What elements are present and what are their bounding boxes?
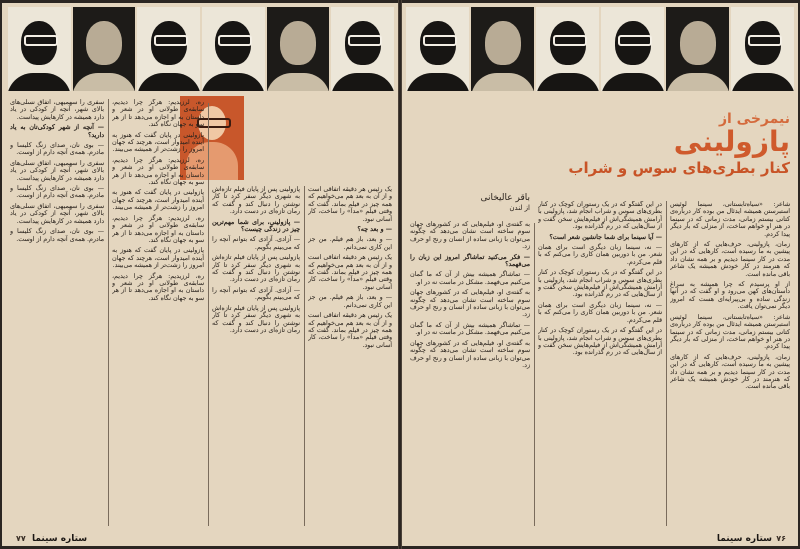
paragraph: — آنچه از شهر کودکی‌تان به یاد دارید؟ bbox=[10, 124, 104, 139]
text-column bbox=[112, 99, 204, 526]
portrait-photo bbox=[267, 7, 330, 91]
paragraph: — آزادی. آزادی که بتوانم آنچه را که می‌بینم بگویم. bbox=[212, 236, 300, 251]
column-rule bbox=[304, 186, 305, 526]
paragraph: — و بعد چه؟ bbox=[357, 226, 392, 234]
column-rule bbox=[108, 99, 109, 526]
paragraph: — بوی نان، صدای زنگ کلیسا و مادرم. همه‌ی آنچه دارم از اوست. bbox=[10, 142, 104, 157]
paragraph: یک رئیس هر دقیقه اتفاقی است و از آن به بعد هم می‌خواهیم که همه چیز در فیلم بماند. گفت که وقتی فیلم «مدآ» را ساخت، کار آسانی نبود. bbox=[308, 186, 392, 223]
text-column bbox=[212, 186, 300, 526]
paragraph: زمان، پازولینی، حرف‌هایی که از کارهای پیشین به ما رسیده است، کارهایی که در این مدت در کار سینما دیدیم و بر همه نشان داد که هنرمند در کار خودش همیشه یک شاعر باقی مانده است. bbox=[670, 353, 790, 391]
column-rule bbox=[208, 103, 209, 526]
paragraph: سفری را سهمیهی، اتفاق نسلی‌های بالای شهر، آنچه از کودکی در یاد دارد همیشه در کارهایش پیداست. bbox=[10, 99, 104, 121]
portrait-photo bbox=[331, 7, 394, 91]
paragraph: شاعر: «سیاه‌تابستانی، سینما لوئیس استبرستن همیشه ایدئال من بوده کار درباره‌ی کتانی بیستم زمانی، مدت زمانی که در سینما در هنر او خواهم ساخت، از منزلی که بار دیگر پیدا کردم. bbox=[670, 313, 790, 351]
paragraph: به گفته‌ی او، فیلم‌هایی که در کشورهای جهان سوم ساخته است نشان می‌دهد که چگونه می‌توان با زبانی ساده از انسان و رنج او حرف زد. bbox=[410, 221, 530, 251]
portrait-photo bbox=[601, 7, 664, 91]
paragraph: پازولینی پس از پایان فیلم تازه‌اش به شهری دیگر سفر کرد تا کار نوشتن را دنبال کند و گفت که رمان تازه‌ای در دست دارد. bbox=[212, 186, 300, 216]
page-number: ۷۷ bbox=[16, 534, 26, 543]
paragraph: یک رئیس هر دقیقه اتفاقی است و از آن به بعد هم می‌خواهیم که همه چیز در فیلم بماند. گفت که وقتی فیلم «مدآ» را ساخت، کار آسانی نبود. bbox=[308, 254, 392, 291]
paragraph: — نه، سینما زبان دیگری است برای همان شعر. من با دوربین همان کاری را می‌کنم که با قلم می‌کردم. bbox=[538, 301, 662, 324]
paragraph: ره، لرزیدیم: هرگز چرا دیدیم، سابقه‌ی طولانی او در شعر و داستان به او اجازه می‌دهد تا از هر سو به جهان نگاه کند. bbox=[112, 214, 204, 244]
paragraph: ره، لرزیدیم: هرگز چرا دیدیم، سابقه‌ی طولانی او در شعر و داستان به او اجازه می‌دهد تا از هر سو به جهان نگاه کند. bbox=[112, 156, 204, 187]
paragraph: پازولینی پس از پایان فیلم تازه‌اش به شهری دیگر سفر کرد تا کار نوشتن را دنبال کند و گفت که رمان تازه‌ای در دست دارد. bbox=[212, 254, 300, 284]
paragraph: پازولینی در پایان گفت که هنوز به آینده امیدوار است، هرچند که جهان امروز را زشت‌تر از همیشه می‌بیند. bbox=[112, 189, 204, 212]
portrait-photo bbox=[8, 7, 71, 91]
portrait-photo bbox=[137, 7, 200, 91]
text-column bbox=[410, 221, 530, 526]
column-rule bbox=[534, 223, 535, 526]
portrait-photo bbox=[666, 7, 729, 91]
paragraph: شاعر: «سیاه‌تابستانی، سینما لوئیس استبرستن همیشه ایدئال من بوده کار درباره‌ی کتانی بیستم زمانی، مدت زمانی که در سینما در هنر او خواهم ساخت، از منزلی که بار دیگر پیدا کردم. bbox=[670, 201, 790, 238]
paragraph: یک رئیس هر دقیقه اتفاقی است و از آن به بعد هم می‌خواهیم که همه چیز در فیلم بماند. گفت که وقتی فیلم «مدآ» را ساخت، کار آسانی نبود. bbox=[308, 312, 392, 349]
photo-strip-left bbox=[8, 7, 394, 91]
paragraph: — بوی نان، صدای زنگ کلیسا و مادرم. همه‌ی آنچه دارم از اوست. bbox=[10, 228, 104, 243]
text-column bbox=[10, 99, 104, 526]
magazine-logo: ستاره سینما bbox=[716, 534, 772, 544]
paragraph: در این گفتگو که در یک رستوران کوچک در کنار بطری‌های سوس و شراب انجام شد، پازولینی با آرامش همیشگی‌اش از فیلم‌هایش سخن گفت و از سال‌هایی که در رم گذرانده بود. bbox=[538, 269, 662, 299]
author-name: باقر عالیخانی bbox=[480, 193, 530, 203]
article-subtitle: کنار بطری‌های سوس و شراب bbox=[568, 159, 790, 177]
page-number: ۷۶ bbox=[776, 534, 786, 543]
paragraph: — آزادی. آزادی که بتوانم آنچه را که می‌بینم بگویم. bbox=[212, 286, 300, 302]
magazine-logo: ستاره سینما bbox=[32, 534, 88, 544]
portrait-photo bbox=[202, 7, 265, 91]
portrait-photo bbox=[731, 7, 794, 91]
article-title: پازولینی bbox=[673, 125, 790, 158]
paragraph: — و بعد، باز هم فیلم. من جز این کاری نمی‌دانم. bbox=[308, 236, 392, 251]
paragraph: — فکر می‌کنید تماشاگر امروز این زبان را می‌فهمد؟ bbox=[410, 253, 530, 269]
paragraph: — بوی نان، صدای زنگ کلیسا و مادرم. همه‌ی آنچه دارم از اوست. bbox=[10, 185, 104, 200]
paragraph: — نه، سینما زبان دیگری است برای همان شعر. من با دوربین همان کاری را می‌کنم که با قلم می‌کردم. bbox=[538, 244, 662, 266]
paragraph: پازولینی در پایان گفت که هنوز به آینده امیدوار است، هرچند که جهان امروز را زشت‌تر از همیشه می‌بیند. bbox=[112, 247, 204, 270]
paragraph: زمان، پازولینی، حرف‌هایی که از کارهای پیشین به ما رسیده است، کارهایی که در این مدت در کار سینما دیدیم و بر همه نشان داد که هنرمند در کار خودش همیشه یک شاعر باقی مانده است. bbox=[670, 241, 790, 278]
text-column bbox=[670, 201, 790, 526]
portrait-photo bbox=[406, 7, 469, 91]
photo-strip-right bbox=[406, 7, 794, 91]
portrait-photo bbox=[536, 7, 599, 91]
paragraph: — آیا سینما برای شما جانشین شعر است؟ bbox=[549, 233, 662, 241]
article-header bbox=[412, 111, 790, 177]
paragraph: از او پرسیدم که چرا همیشه به سراغ داستان‌های کهن می‌رود و او گفت که در آنها زندگی ساده و بی‌پیرایه‌ای هست که امروز دیگر نمی‌توان یافت. bbox=[670, 281, 790, 311]
text-column bbox=[308, 186, 392, 526]
portrait-photo bbox=[73, 7, 136, 91]
paragraph: — تماشاگر همیشه بیش از آن که ما گمان می‌کنیم می‌فهمد. مشکل در ماست نه در او. bbox=[410, 321, 530, 337]
byline bbox=[412, 193, 530, 213]
paragraph: به گفته‌ی او، فیلم‌هایی که در کشورهای جهان سوم ساخته است نشان می‌دهد که چگونه می‌توان با زبانی ساده از انسان و رنج او حرف زد. bbox=[410, 339, 530, 369]
paragraph: — تماشاگر همیشه بیش از آن که ما گمان می‌کنیم می‌فهمد. مشکل در ماست نه در او. bbox=[410, 271, 530, 286]
text-column bbox=[538, 201, 662, 526]
paragraph: به گفته‌ی او، فیلم‌هایی که در کشورهای جهان سوم ساخته است نشان می‌دهد که چگونه می‌توان با زبانی ساده از انسان و رنج او حرف زد. bbox=[410, 289, 530, 319]
paragraph: ره، لرزیدیم: هرگز چرا دیدیم، سابقه‌ی طولانی او در شعر و داستان به او اجازه می‌دهد تا از هر سو به جهان نگاه کند. bbox=[112, 99, 204, 129]
article-pre-title: نیمرخی از bbox=[718, 111, 790, 127]
left-page bbox=[2, 3, 398, 546]
author-location: از لندن bbox=[509, 204, 530, 212]
paragraph: ره، لرزیدیم: هرگز چرا دیدیم، سابقه‌ی طولانی او در شعر و داستان به او اجازه می‌دهد تا از هر سو به جهان نگاه کند. bbox=[112, 272, 204, 302]
paragraph: سفری را سهمیهی، اتفاق نسلی‌های بالای شهر، آنچه از کودکی در یاد دارد همیشه در کارهایش پیداست. bbox=[10, 159, 104, 182]
right-page bbox=[402, 3, 798, 546]
portrait-photo bbox=[471, 7, 534, 91]
paragraph: در این گفتگو که در یک رستوران کوچک در کنار بطری‌های سوس و شراب انجام شد، پازولینی با آرامش همیشگی‌اش از فیلم‌هایش سخن گفت و از سال‌هایی که در رم گذرانده بود. bbox=[538, 201, 662, 231]
paragraph: — پازولینی، برای شما مهم‌ترین چیز در زندگی چیست؟ bbox=[212, 218, 300, 234]
paragraph: — و بعد، باز هم فیلم. من جز این کاری نمی‌دانم. bbox=[308, 294, 392, 309]
paragraph: سفری را سهمیهی، اتفاق نسلی‌های بالای شهر، آنچه از کودکی در یاد دارد همیشه در کارهایش پیداست. bbox=[10, 202, 104, 225]
paragraph: در این گفتگو که در یک رستوران کوچک در کنار بطری‌های سوس و شراب انجام شد، پازولینی با آرامش همیشگی‌اش از فیلم‌هایش سخن گفت و از سال‌هایی که در رم گذرانده بود. bbox=[538, 327, 662, 357]
paragraph: پازولینی در پایان گفت که هنوز به آینده امیدوار است، هرچند که جهان امروز را زشت‌تر از همیشه می‌بیند. bbox=[112, 131, 204, 154]
column-rule bbox=[666, 201, 667, 526]
paragraph: پازولینی پس از پایان فیلم تازه‌اش به شهری دیگر سفر کرد تا کار نوشتن را دنبال کند و گفت که رمان تازه‌ای در دست دارد. bbox=[212, 304, 300, 334]
